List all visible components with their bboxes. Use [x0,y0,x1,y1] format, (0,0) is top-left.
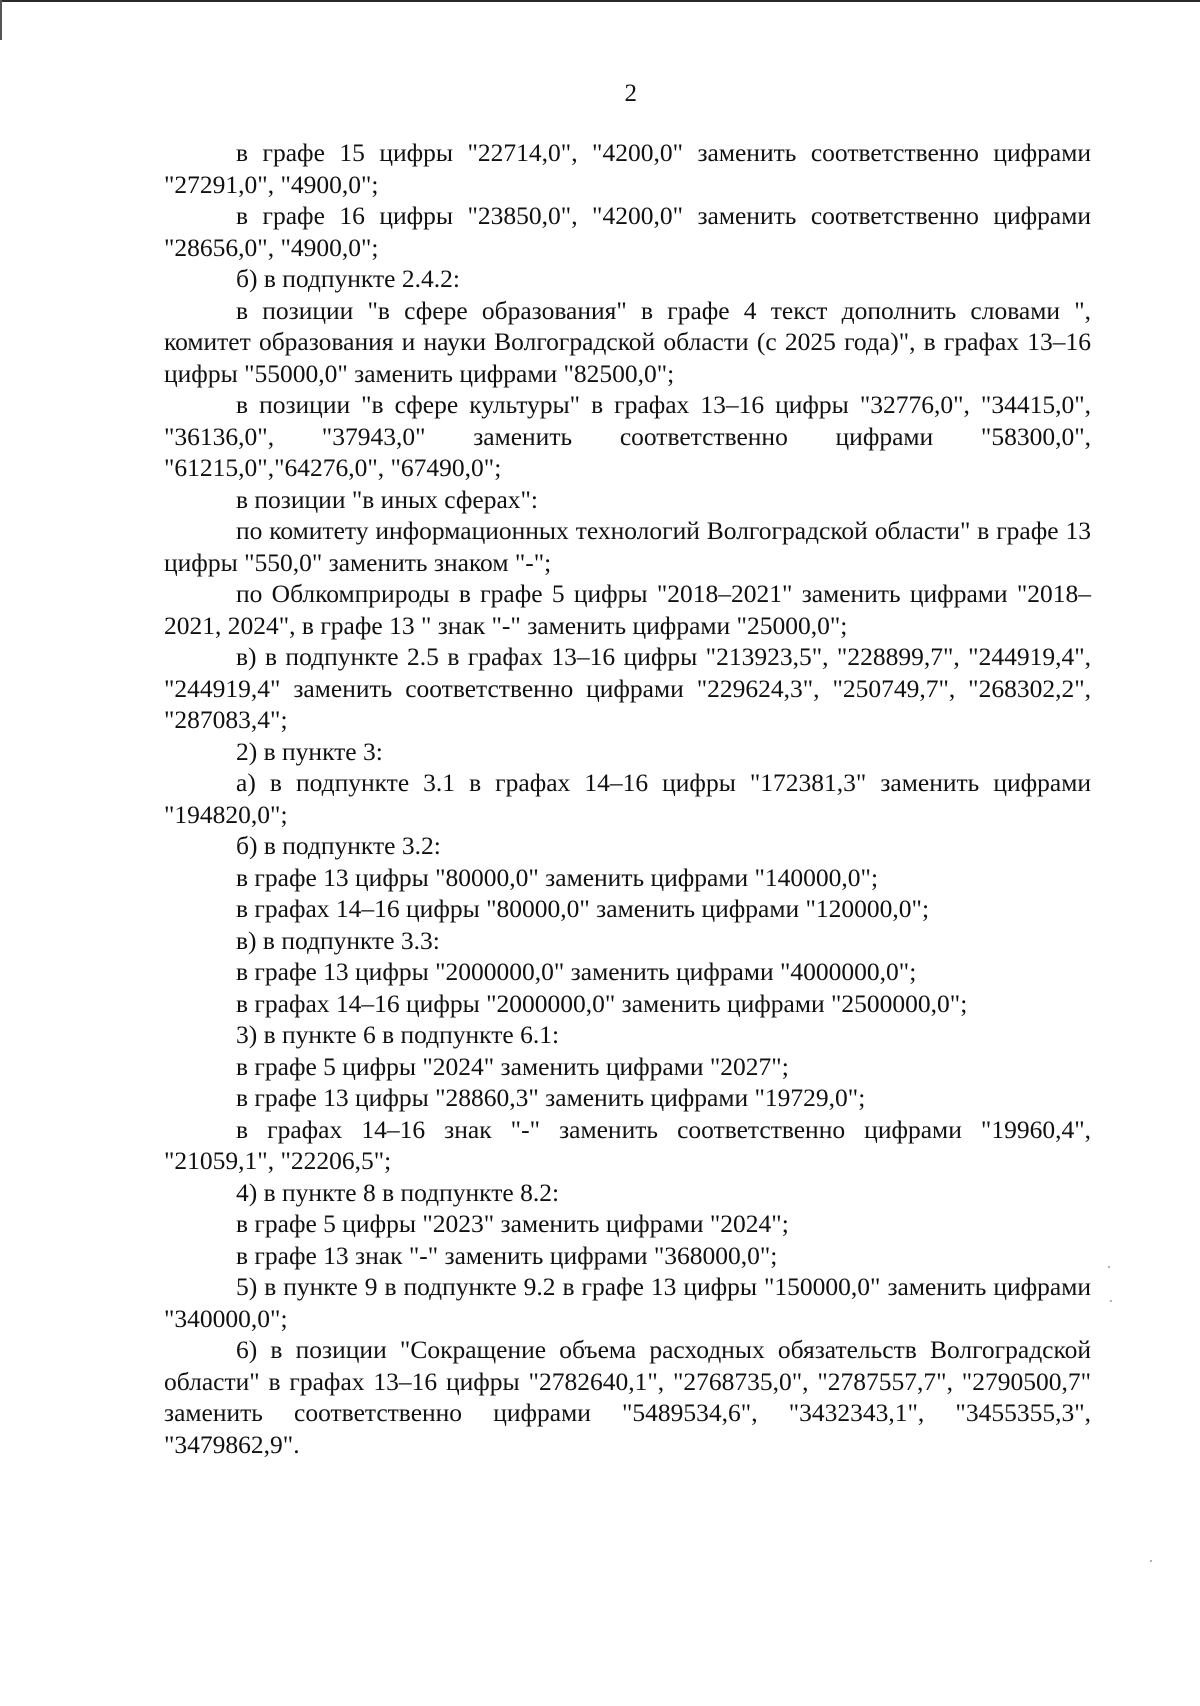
paragraph: в позиции "в сфере культуры" в графах 13–16 цифры "32776,0", "34415,0", "36136,0", "37943,0" заменить соответственно цифрами "58300,0", "61215,0","64276,0", "67490,0"; [164,390,1091,482]
paragraph: в графе 15 цифры "22714,0", "4200,0" заменить соответственно цифрами "27291,0", "4900,0"; [164,138,1091,199]
paragraph: в графе 16 цифры "23850,0", "4200,0" заменить соответственно цифрами "28656,0", "4900,0"; [164,201,1091,262]
paragraph: 4) в пункте 8 в подпункте 8.2: [236,1177,560,1207]
paragraph: в графах 14–16 знак "-" заменить соответственно цифрами "19960,4", "21059,1", "22206,5"; [164,1114,1091,1175]
paragraph: в позиции "в сфере образования" в графе 4 текст дополнить словами ", комитет образования и науки Волгоградской области (с 2025 года)", в графах 13–16 цифры "55000,0" заменить цифрами "82500,0"; [164,295,1091,388]
paragraph: в графе 5 цифры "2024" заменить цифрами "2027"; [236,1051,789,1081]
paragraph: а) в подпункте 3.1 в графах 14–16 цифры "172381,3" заменить цифрами "194820,0"; [164,768,1091,829]
paragraph: 2) в пункте 3: [236,736,383,766]
paragraph: в позиции "в иных сферах": [236,484,539,514]
paragraph: в графах 14–16 цифры "80000,0" заменить цифрами "120000,0"; [236,894,930,923]
paragraph: в) в подпункте 3.3: [236,925,440,955]
paragraph: 3) в пункте 6 в подпункте 6.1: [236,1020,560,1049]
scan-edge-top [0,0,1200,2]
paragraph: в графе 13 цифры "2000000,0" заменить цифрами "4000000,0"; [236,957,917,986]
page-number: 2 [624,80,638,107]
document-body [164,137,1091,1460]
paragraph: б) в подпункте 3.2: [236,831,441,860]
paragraph: 5) в пункте 9 в подпункте 9.2 в графе 13 цифры "150000,0" заменить цифрами "340000,0"; [164,1272,1091,1333]
scan-speck [1110,1300,1112,1302]
paragraph: по комитету информационных технологий Волгоградской области" в графе 13 цифры "550,0" заменить знаком "-"; [164,516,1091,577]
paragraph: 6) в позиции "Сокращение объема расходных обязательств Волгоградской области" в графах 13–16 цифры "2782640,1", "2768735,0", "2787557,7", "2790500,7" заменить соответственно цифрами "5489534,6", "3432343,1", "3455355,3", "3479862,9". [164,1335,1091,1459]
scan-speck [1150,1560,1152,1562]
paragraph: в графе 13 цифры "80000,0" заменить цифрами "140000,0"; [236,862,879,892]
paragraph: в графе 13 цифры "28860,3" заменить цифрами "19729,0"; [236,1083,866,1112]
scan-speck [1108,1266,1110,1268]
scan-edge-left [0,0,2,40]
paragraph: в графе 13 знак "-" заменить цифрами "368000,0"; [236,1240,778,1270]
paragraph: в графах 14–16 цифры "2000000,0" заменить цифрами "2500000,0"; [236,988,968,1018]
paragraph: по Облкомприроды в графе 5 цифры "2018–2021" заменить цифрами "2018–2021, 2024", в графе 13 " знак "-" заменить цифрами "25000,0"; [164,579,1091,640]
paragraph: в графе 5 цифры "2023" заменить цифрами "2024"; [236,1209,789,1238]
paragraph: б) в подпункте 2.4.2: [236,264,460,293]
paragraph: в) в подпункте 2.5 в графах 13–16 цифры "213923,5", "228899,7", "244919,4", "244919,4" заменить соответственно цифрами "229624,3", "250749,7", "268302,2", "287083,4"; [164,642,1091,734]
